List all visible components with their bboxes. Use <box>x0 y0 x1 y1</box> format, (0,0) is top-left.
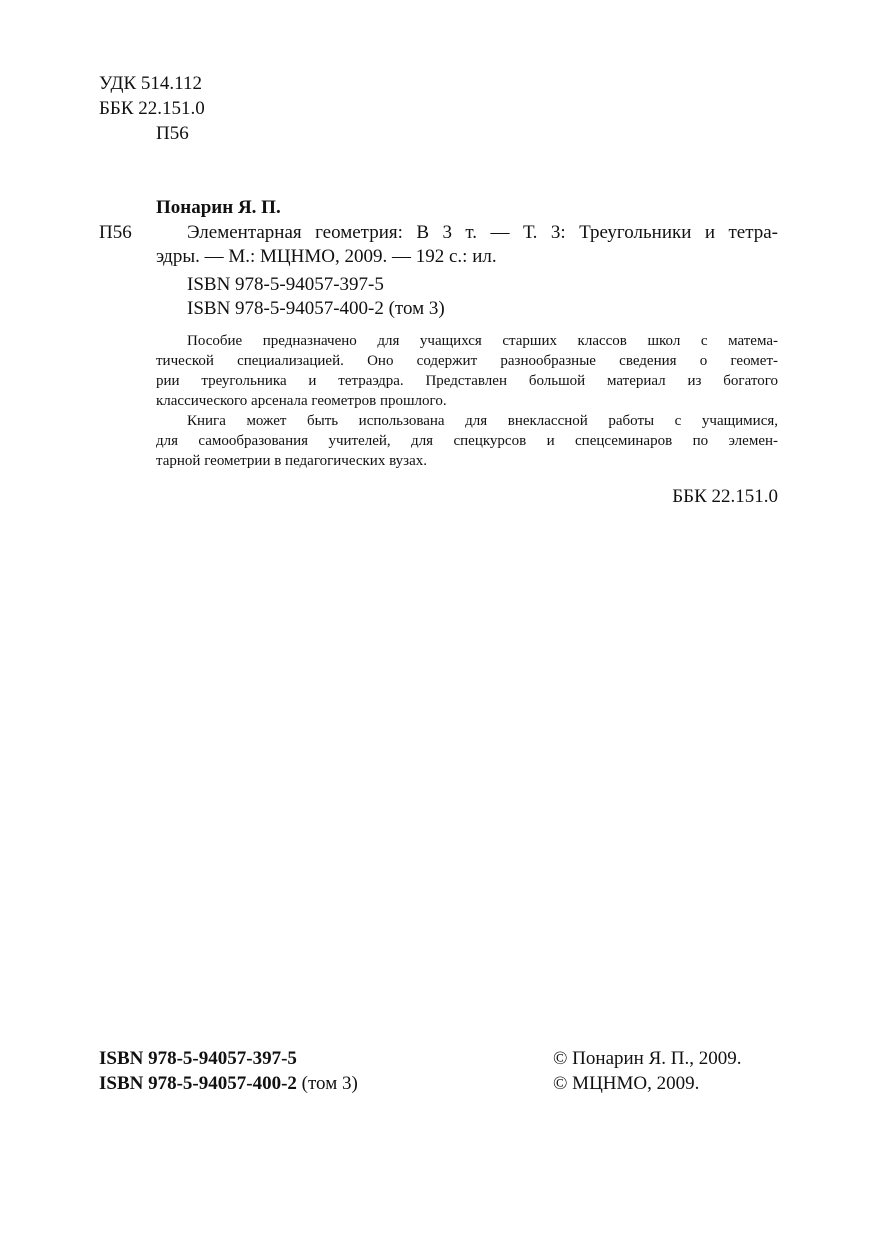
annotation-p2-line2: для самообразования учителей, для спецкурсов и спецсеминаров по элемен- <box>156 433 778 449</box>
annotation-p1-line2: тической специализацией. Оно содержит разнообразные сведения о геомет- <box>156 353 778 369</box>
udk-code: УДК 514.112 <box>99 73 202 94</box>
isbn-line-2: ISBN 978-5-94057-400-2 (том 3) <box>187 298 445 319</box>
bbk-code: ББК 22.151.0 <box>99 98 205 119</box>
annotation-p1-line1: Пособие предназначено для учащихся старших классов школ с матема- <box>187 333 778 349</box>
title-line-1: Элементарная геометрия: В 3 т. — Т. 3: Треугольники и тетра- <box>187 222 778 243</box>
annotation-p2-line1: Книга может быть использована для внеклассной работы с учащимися, <box>187 413 778 429</box>
footer-isbn-2 <box>99 1072 358 1096</box>
footer-isbn-2-number: ISBN 978-5-94057-400-2 <box>99 1073 297 1094</box>
copyright-author: © Понарин Я. П., 2009. <box>553 1048 742 1069</box>
title-line-2: эдры. — М.: МЦНМО, 2009. — 192 с.: ил. <box>156 246 497 267</box>
annotation-p2-line3: тарной геометрии в педагогических вузах. <box>156 453 427 469</box>
footer-isbn-1: ISBN 978-5-94057-397-5 <box>99 1048 297 1069</box>
author-name: Понарин Я. П. <box>156 197 281 218</box>
isbn-line-1: ISBN 978-5-94057-397-5 <box>187 274 384 295</box>
annotation-p1-line4: классического арсенала геометров прошлого. <box>156 393 447 409</box>
annotation-p1-line3: рии треугольника и тетраэдра. Представлен большой материал из богатого <box>156 373 778 389</box>
entry-mark: П56 <box>99 222 132 243</box>
bbk-right: ББК 22.151.0 <box>672 486 778 507</box>
author-mark: П56 <box>156 123 189 144</box>
copyright-publisher: © МЦНМО, 2009. <box>553 1073 700 1094</box>
footer-isbn-2-volume: (том 3) <box>296 1073 358 1094</box>
